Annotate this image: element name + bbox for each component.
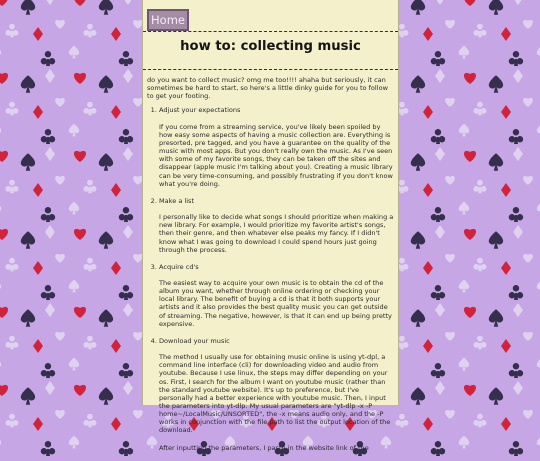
diamond-icon (123, 303, 133, 317)
section-body: The easiest way to acquire your own music is to obtain the cd of the album you want, whether through online ordering or checking your local library. The benefit of buying a cd is that it both supports your artists and it also provides the best quality music you can get outside of streaming. The negative, however, is that it can end up being pretty expensive. (159, 278, 392, 328)
spade-icon (489, 387, 503, 405)
spade-icon (411, 75, 425, 93)
club-icon (41, 441, 55, 456)
diamond-icon (123, 69, 133, 83)
spade-icon (411, 231, 425, 249)
club-icon (473, 258, 486, 272)
diamond-icon (33, 261, 43, 275)
heart-icon (445, 20, 455, 29)
club-icon (473, 414, 486, 428)
heart-icon (464, 229, 476, 240)
spade-icon (411, 387, 425, 405)
spade-icon (459, 202, 469, 215)
heart-icon (464, 151, 476, 162)
section-title: 1. Adjust your expectations (159, 106, 241, 115)
heart-icon (55, 20, 65, 29)
heart-icon (523, 176, 533, 185)
diamond-icon (501, 261, 511, 275)
spade-icon (411, 153, 425, 171)
diamond-icon (435, 0, 445, 5)
spade-icon (459, 358, 469, 371)
heart-icon (464, 385, 476, 396)
club-icon (431, 207, 445, 222)
club-icon (509, 363, 523, 378)
heart-icon (523, 410, 533, 419)
heart-icon (464, 307, 476, 318)
diamond-icon (435, 69, 445, 83)
spade-icon (0, 46, 1, 59)
heart-icon (74, 229, 86, 240)
heart-icon (55, 332, 65, 341)
heart-icon (55, 254, 65, 263)
diamond-icon (33, 27, 43, 41)
spade-icon (99, 309, 113, 327)
club-icon (473, 24, 486, 38)
heart-icon (0, 73, 8, 84)
club-icon (473, 180, 486, 194)
club-icon (83, 24, 96, 38)
section-title: 3. Acquire cd's (159, 262, 199, 271)
heart-icon (0, 0, 8, 6)
diamond-icon (423, 183, 433, 197)
diamond-icon (513, 225, 523, 239)
diamond-icon (123, 381, 133, 395)
club-icon (119, 207, 133, 222)
heart-icon (74, 151, 86, 162)
spade-icon (489, 231, 503, 249)
heart-icon (55, 410, 65, 419)
heart-icon (523, 254, 533, 263)
club-icon (83, 258, 96, 272)
club-icon (41, 207, 55, 222)
diamond-icon (111, 105, 121, 119)
club-icon (41, 51, 55, 66)
diamond-icon (45, 225, 55, 239)
diamond-icon (123, 225, 133, 239)
section-body: I personally like to decide what songs I should prioritize when making a new library. For example, I would prioritize my favorite artist's songs, then their genre, and then whatever else peaks my fancy. If I didn't know what I was going to download I could spend hours just going through the process. (159, 213, 394, 254)
diamond-icon (45, 303, 55, 317)
diamond-icon (435, 303, 445, 317)
club-icon (119, 441, 133, 456)
club-icon (509, 285, 523, 300)
diamond-icon (111, 183, 121, 197)
diamond-icon (513, 381, 523, 395)
heart-icon (523, 20, 533, 29)
spade-icon (69, 280, 79, 293)
diamond-icon (513, 0, 523, 5)
club-icon (119, 285, 133, 300)
heart-icon (74, 0, 86, 6)
club-icon (5, 336, 18, 350)
spade-icon (459, 280, 469, 293)
spade-icon (99, 231, 113, 249)
spade-icon (489, 75, 503, 93)
spade-icon (0, 124, 1, 137)
club-icon (473, 102, 486, 116)
diamond-icon (435, 225, 445, 239)
heart-icon (74, 307, 86, 318)
spade-icon (0, 280, 1, 293)
diamond-icon (33, 339, 43, 353)
diamond-icon (45, 0, 55, 5)
club-icon (5, 414, 18, 428)
content-panel (142, 0, 399, 452)
spade-icon (489, 153, 503, 171)
spade-icon (69, 436, 79, 449)
heart-icon (74, 385, 86, 396)
club-icon (431, 51, 445, 66)
heart-icon (133, 410, 143, 419)
diamond-icon (513, 303, 523, 317)
club-icon (431, 441, 445, 456)
diamond-icon (423, 105, 433, 119)
club-icon (119, 51, 133, 66)
spade-icon (459, 436, 469, 449)
diamond-icon (123, 147, 133, 161)
diamond-icon (501, 417, 511, 431)
spade-icon (21, 75, 35, 93)
diamond-icon (501, 339, 511, 353)
diamond-icon (33, 417, 43, 431)
heart-icon (74, 73, 86, 84)
diamond-icon (423, 417, 433, 431)
spade-icon (459, 124, 469, 137)
diamond-icon (45, 381, 55, 395)
diamond-icon (513, 69, 523, 83)
spade-icon (69, 202, 79, 215)
heart-icon (445, 410, 455, 419)
club-icon (509, 441, 523, 456)
club-icon (83, 414, 96, 428)
club-icon (83, 180, 96, 194)
diamond-icon (111, 27, 121, 41)
club-icon (431, 363, 445, 378)
section-body: After inputting the parameters, I paste in the website link of the (159, 443, 369, 452)
section-body: If you come from a streaming service, you've likely been spoiled by how easy some aspects of having a music collection are. Everything is presorted, pre tagged, and you have a guarantee on the quality of the music with most apps. But you don't really own the music. As I've seen with some of my favorite songs, they can be taken off the sites and disappear (apple music I'm talking about you). Creating a music library can be very time-consuming, and possibly frustrating if you don't know what you're doing. (159, 122, 393, 188)
heart-icon (0, 385, 8, 396)
diamond-icon (423, 27, 433, 41)
diamond-icon (123, 0, 133, 5)
heart-icon (0, 229, 8, 240)
club-icon (119, 129, 133, 144)
diamond-icon (513, 147, 523, 161)
diamond-icon (501, 27, 511, 41)
section-body: The method I usually use for obtaining music online is using yt-dpl, a command line interface (cli) for downloading video and audio from youtube. Because I use linux, the steps may differ depending on your os. First, I search for the album I want on youtube music (rather than the standard youtube website). It's up to preference, but I've personally had a better experience with youtube music. Then, I input the parameters into yt-dlp. My usual parameters are "yt-dlp -x -P home~/LocalMusic/UNSORTED", the -x means audio only, and the -P works in conjunction with the file path to list the output location of the download. (159, 353, 391, 435)
club-icon (41, 285, 55, 300)
list-item (159, 263, 395, 328)
diamond-icon (501, 105, 511, 119)
heart-icon (55, 98, 65, 107)
spade-icon (411, 309, 425, 327)
spade-icon (69, 124, 79, 137)
heart-icon (55, 176, 65, 185)
spade-icon (69, 46, 79, 59)
heart-icon (523, 98, 533, 107)
page-title: how to: collecting music (180, 39, 361, 54)
diamond-icon (435, 381, 445, 395)
spade-icon (21, 309, 35, 327)
spade-icon (459, 46, 469, 59)
club-icon (509, 207, 523, 222)
heart-icon (0, 151, 8, 162)
heart-icon (445, 254, 455, 263)
spade-icon (411, 0, 425, 15)
list-item (159, 106, 395, 187)
list-item (159, 337, 395, 452)
diamond-icon (111, 261, 121, 275)
spade-icon (0, 202, 1, 215)
diamond-icon (33, 105, 43, 119)
club-icon (5, 102, 18, 116)
diamond-icon (45, 69, 55, 83)
club-icon (473, 336, 486, 350)
diamond-icon (45, 147, 55, 161)
section-title: 2. Make a list (159, 196, 195, 205)
club-icon (395, 414, 408, 428)
club-icon (5, 258, 18, 272)
diamond-icon (111, 339, 121, 353)
diamond-icon (423, 261, 433, 275)
heart-icon (464, 73, 476, 84)
spade-icon (69, 358, 79, 371)
spade-icon (489, 309, 503, 327)
spade-icon (99, 75, 113, 93)
article-body (147, 76, 395, 461)
heart-icon (445, 332, 455, 341)
club-icon (431, 285, 445, 300)
spade-icon (99, 0, 113, 15)
diamond-icon (111, 417, 121, 431)
spade-icon (0, 358, 1, 371)
spade-icon (99, 153, 113, 171)
club-icon (509, 129, 523, 144)
club-icon (5, 180, 18, 194)
spade-icon (21, 387, 35, 405)
spade-icon (21, 0, 35, 15)
club-icon (41, 363, 55, 378)
spade-icon (0, 436, 1, 449)
club-icon (5, 24, 18, 38)
club-icon (119, 363, 133, 378)
diamond-icon (501, 183, 511, 197)
spade-icon (21, 231, 35, 249)
club-icon (83, 336, 96, 350)
heart-icon (445, 176, 455, 185)
club-icon (41, 129, 55, 144)
club-icon (431, 129, 445, 144)
diamond-icon (423, 339, 433, 353)
spade-icon (99, 387, 113, 405)
intro-paragraph: do you want to collect music? omg me too!!!! ahaha but seriously, it can sometimes be hard to start, so here's a little dinky guide for you to follow to get your footing. (147, 76, 388, 101)
heart-icon (464, 0, 476, 6)
spade-icon (21, 153, 35, 171)
section-title: 4. Download your music (159, 336, 230, 345)
heart-icon (445, 98, 455, 107)
home-button[interactable]: Home (147, 9, 189, 31)
club-icon (83, 102, 96, 116)
heart-icon (523, 332, 533, 341)
steps-list (147, 106, 395, 451)
diamond-icon (435, 147, 445, 161)
club-icon (509, 51, 523, 66)
diamond-icon (33, 183, 43, 197)
list-item (159, 197, 395, 254)
spade-icon (489, 0, 503, 15)
heart-icon (0, 307, 8, 318)
